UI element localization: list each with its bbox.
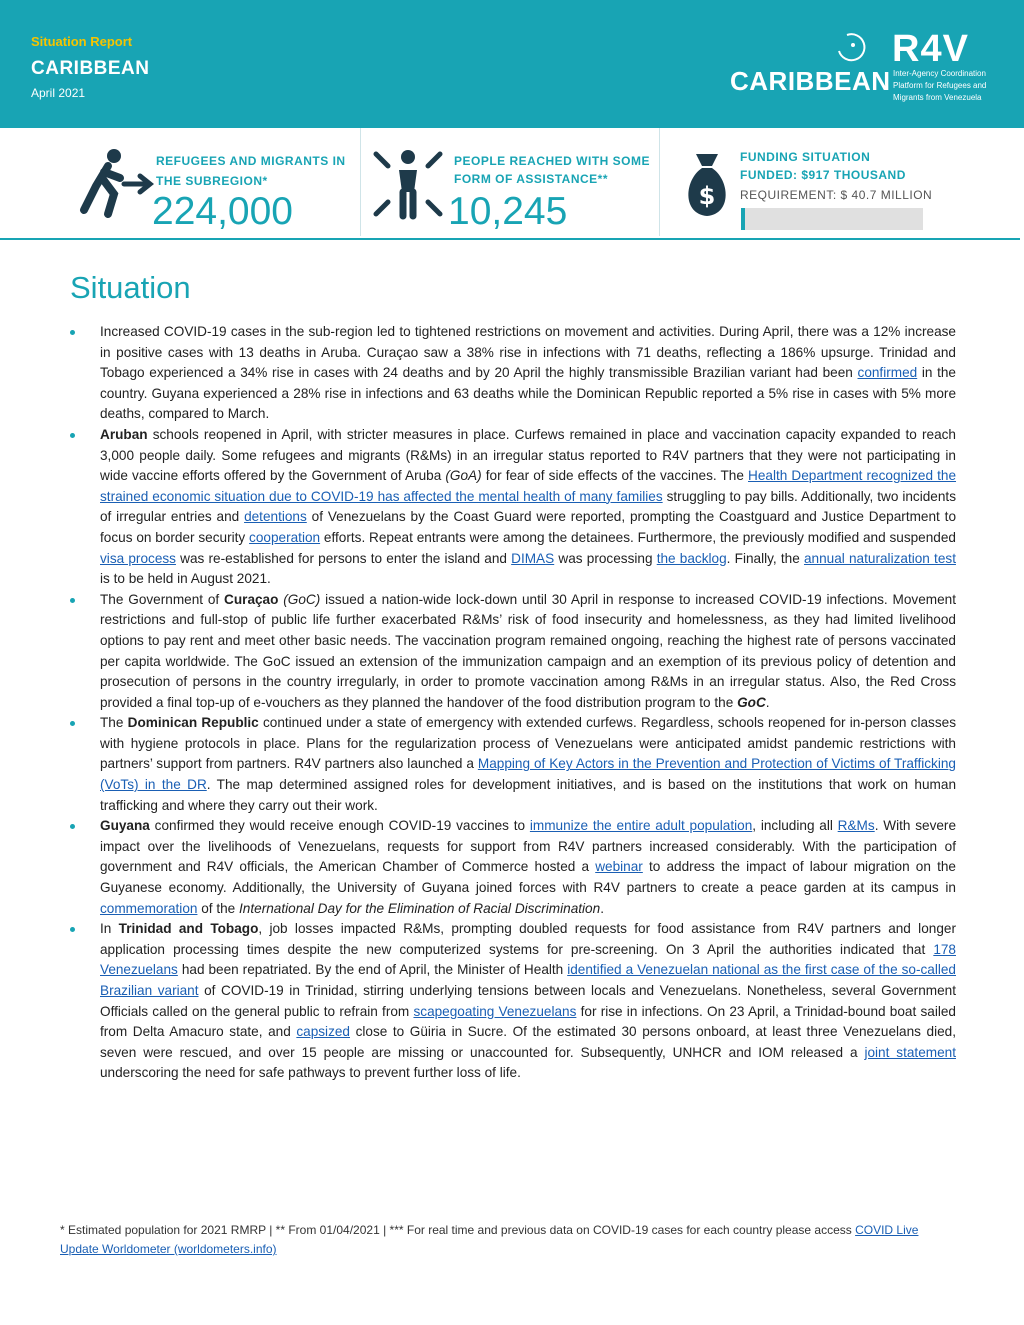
country-name: Guyana	[100, 818, 150, 834]
situation-list	[70, 322, 956, 1084]
funding-funded: FUNDED: $917 THOUSAND	[740, 168, 906, 182]
money-bag-icon	[682, 150, 732, 220]
country-name: Dominican Republic	[127, 715, 259, 731]
reached-label-line1: PEOPLE REACHED WITH SOME	[454, 154, 651, 168]
bullet-icon	[70, 330, 75, 335]
list-item: The Government of Curaçao (GoC) issued a nation-wide lock-down until 30 April in response to increased COVID-19 infections. Movement restrictions and full-stop of public life further exacerbated R&Ms’ risk of food insecurity and homelessness, as they had limited livelihood options to pay rent and meet other basic needs. The vaccination program remained ongoing, reaching the highest rate of persons vaccinated per capita worldwide. The GoC issued an extension of the immunization campaign and an exemption of its previous policy of detention and prosecution of persons in the country irregularly, in order to promote vaccination among R&Ms in an irregular status. Also, the Red Cross provided a final top-up of e-vouchers as they planned the handover of the food distribution program to the GoC.	[70, 590, 956, 714]
link-brazilian-variant[interactable]: identified a Venezuelan national as the first case of the so-called Brazilian variant	[100, 962, 956, 998]
link-backlog[interactable]: the backlog	[656, 550, 727, 566]
link-178-venezuelans[interactable]: 178 Venezuelans	[100, 941, 956, 978]
link-scapegoating[interactable]: scapegoating Venezuelans	[413, 1003, 577, 1019]
country-name: Curaçao	[224, 591, 279, 607]
link-rms[interactable]: R&Ms	[837, 818, 875, 834]
list-item: In Trinidad and Tobago, job losses impacted R&Ms, prompting doubled requests for food assistance from R4V partners and longer application processing times despite the new computerized systems for pre-screening. On 3 April the authorities indicated that 178 Venezuelans had been repatriated. By the end of April, the Minister of Health identified a Venezuelan national as the first case of the so-called Brazilian variant of COVID-19 in Trinidad, stirring underlying tensions between locals and Venezuelans. Nonetheless, several Government Officials called on the general public to refrain from scapegoating Venezuelans for rise in infections. On 23 April, a Trinidad-bound boat sailed from Delta Amacuro state, and capsized close to Güiria in Sucre. Of the estimated 30 persons onboard, at least three Venezuelans died, seven were rescued, and over 15 people are missing or unaccounted for. Subsequently, UNHCR and IOM released a joint statement underscoring the need for safe pathways to prevent further loss of life.	[70, 919, 956, 1084]
link-immunize-population[interactable]: immunize the entire adult population	[529, 818, 753, 834]
stats-rule	[0, 238, 1020, 240]
reached-value: 10,245	[448, 190, 568, 233]
brand-caribbean: CARIBBEAN	[730, 66, 891, 96]
section-title: Situation	[70, 270, 191, 305]
refugees-label-line1: REFUGEES AND MIGRANTS IN	[156, 154, 346, 168]
link-health-department[interactable]: Health Department recognized the strained economic situation due to COVID-19 has affected the mental health of many families	[100, 468, 957, 504]
bullet-icon	[70, 721, 75, 726]
caribbean-circle-icon	[833, 29, 869, 65]
r4v-logo: R4V	[892, 28, 969, 70]
stats-divider	[659, 128, 660, 236]
link-capsized[interactable]: capsized	[296, 1024, 350, 1040]
bullet-icon	[70, 927, 75, 932]
country-name: Trinidad and Tobago	[118, 921, 259, 937]
link-naturalization-test[interactable]: annual naturalization test	[803, 550, 956, 566]
bullet-icon	[70, 433, 75, 438]
funding-progress-fill	[741, 208, 745, 230]
list-item: The Dominican Republic continued under a state of emergency with extended curfews. Regardless, schools reopened for in-person classes with hygiene protocols in place. Plans for the regularization process of Venezuelans were anticipated amidst pandemic restrictions with partners’ support from partners. R4V partners also launched a Mapping of Key Actors in the Prevention and Protection of Victims of Trafficking (VoTs) in the DR. The map determined assigned roles for development initiatives, and is based on the institutions that work on human trafficking and where they carry out their work.	[70, 713, 956, 816]
bullet-icon	[70, 824, 75, 829]
funding-requirement: REQUIREMENT: $ 40.7 MILLION	[740, 188, 933, 202]
svg-text:$: $	[698, 182, 716, 210]
funding-title: FUNDING SITUATION	[740, 150, 871, 164]
refugees-label-line2: THE SUBREGION*	[156, 174, 268, 188]
report-region: CARIBBEAN	[31, 58, 150, 79]
list-item: Increased COVID-19 cases in the sub-region led to tightened restrictions on movement and activities. During April, there was a 12% increase in positive cases with 13 deaths in Aruba. Curaçao saw a 38% rise in infections with 71 deaths, reflecting a 186% upsurge. Trinidad and Tobago experienced a 34% rise in cases with 24 deaths and by 20 April the highly transmissible Brazilian variant had been confirmed in the country. Guyana experienced a 28% rise in infections and 63 deaths while the Dominican Republic reported a 5% rise in cases with 5% more deaths, compared to March.	[70, 322, 956, 425]
link-visa-process[interactable]: visa process	[100, 550, 176, 566]
link-confirmed[interactable]: confirmed	[857, 365, 918, 381]
link-worldometer[interactable]: COVID Live Update Worldometer (worldometers.info)	[60, 1223, 919, 1256]
reached-label-line2: FORM OF ASSISTANCE**	[454, 172, 609, 186]
link-cooperation[interactable]: cooperation	[249, 529, 321, 545]
refugees-value: 224,000	[152, 190, 293, 233]
person-reached-icon	[372, 148, 444, 220]
link-commemoration[interactable]: commemoration	[100, 900, 198, 916]
list-item: Aruban schools reopened in April, with stricter measures in place. Curfews remained in place and vaccination capacity expanded to reach 3,000 people daily. Some refugees and migrants (R&Ms) in an irregular status reported to R4V partners that they were not participating in wide vaccine efforts offered by the Government of Aruba (GoA) for fear of side effects of the vaccines. The Health Department recognized the strained economic situation due to COVID-19 has affected the mental health of many families struggling to pay bills. Additionally, two incidents of irregular entries and detentions of Venezuelans by the Coast Guard were reported, prompting the Coastguard and Justice Department to focus on border security cooperation efforts. Repeat entrants were among the detainees. Furthermore, the previously modified and suspended visa process was re-established for persons to enter the island and DIMAS was processing the backlog. Finally, the annual naturalization test is to be held in August 2021.	[70, 425, 956, 590]
footnote: * Estimated population for 2021 RMRP | ** From 01/04/2021 | *** For real time and previous data on COVID-19 cases for each country please access COVID Live Update Worldometer (worldometers.info)	[60, 1223, 919, 1256]
country-name: Aruban	[100, 426, 148, 442]
report-kicker: Situation Report	[31, 34, 133, 49]
link-webinar[interactable]: webinar	[595, 859, 643, 875]
link-detentions[interactable]: detentions	[244, 509, 307, 525]
person-running-arrow-icon	[74, 148, 154, 220]
link-dimas[interactable]: DIMAS	[511, 550, 555, 566]
report-header	[0, 0, 1024, 128]
link-joint-statement[interactable]: joint statement	[864, 1044, 956, 1060]
link-mapping-key-actors[interactable]: Mapping of Key Actors in the Prevention and Protection of Victims of Trafficking (VoTs) in the DR	[100, 756, 956, 793]
bullet-icon	[70, 598, 75, 603]
stats-divider	[360, 128, 361, 236]
r4v-description: Inter-Agency Coordination Platform for Refugees and Migrants from Venezuela	[893, 69, 987, 102]
list-item: Guyana confirmed they would receive enough COVID-19 vaccines to immunize the entire adult population, including all R&Ms. With severe impact over the livelihoods of Venezuelans, requests for support from R4V partners increased considerably. With the participation of government and R4V officials, the American Chamber of Commerce hosted a webinar to address the impact of labour migration on the Guyanese economy. Additionally, the University of Guyana joined forces with R4V partners to create a peace garden at its campus in commemoration of the International Day for the Elimination of Racial Discrimination.	[70, 816, 956, 919]
funding-progress-bar	[741, 208, 923, 230]
report-date: April 2021	[31, 86, 86, 100]
